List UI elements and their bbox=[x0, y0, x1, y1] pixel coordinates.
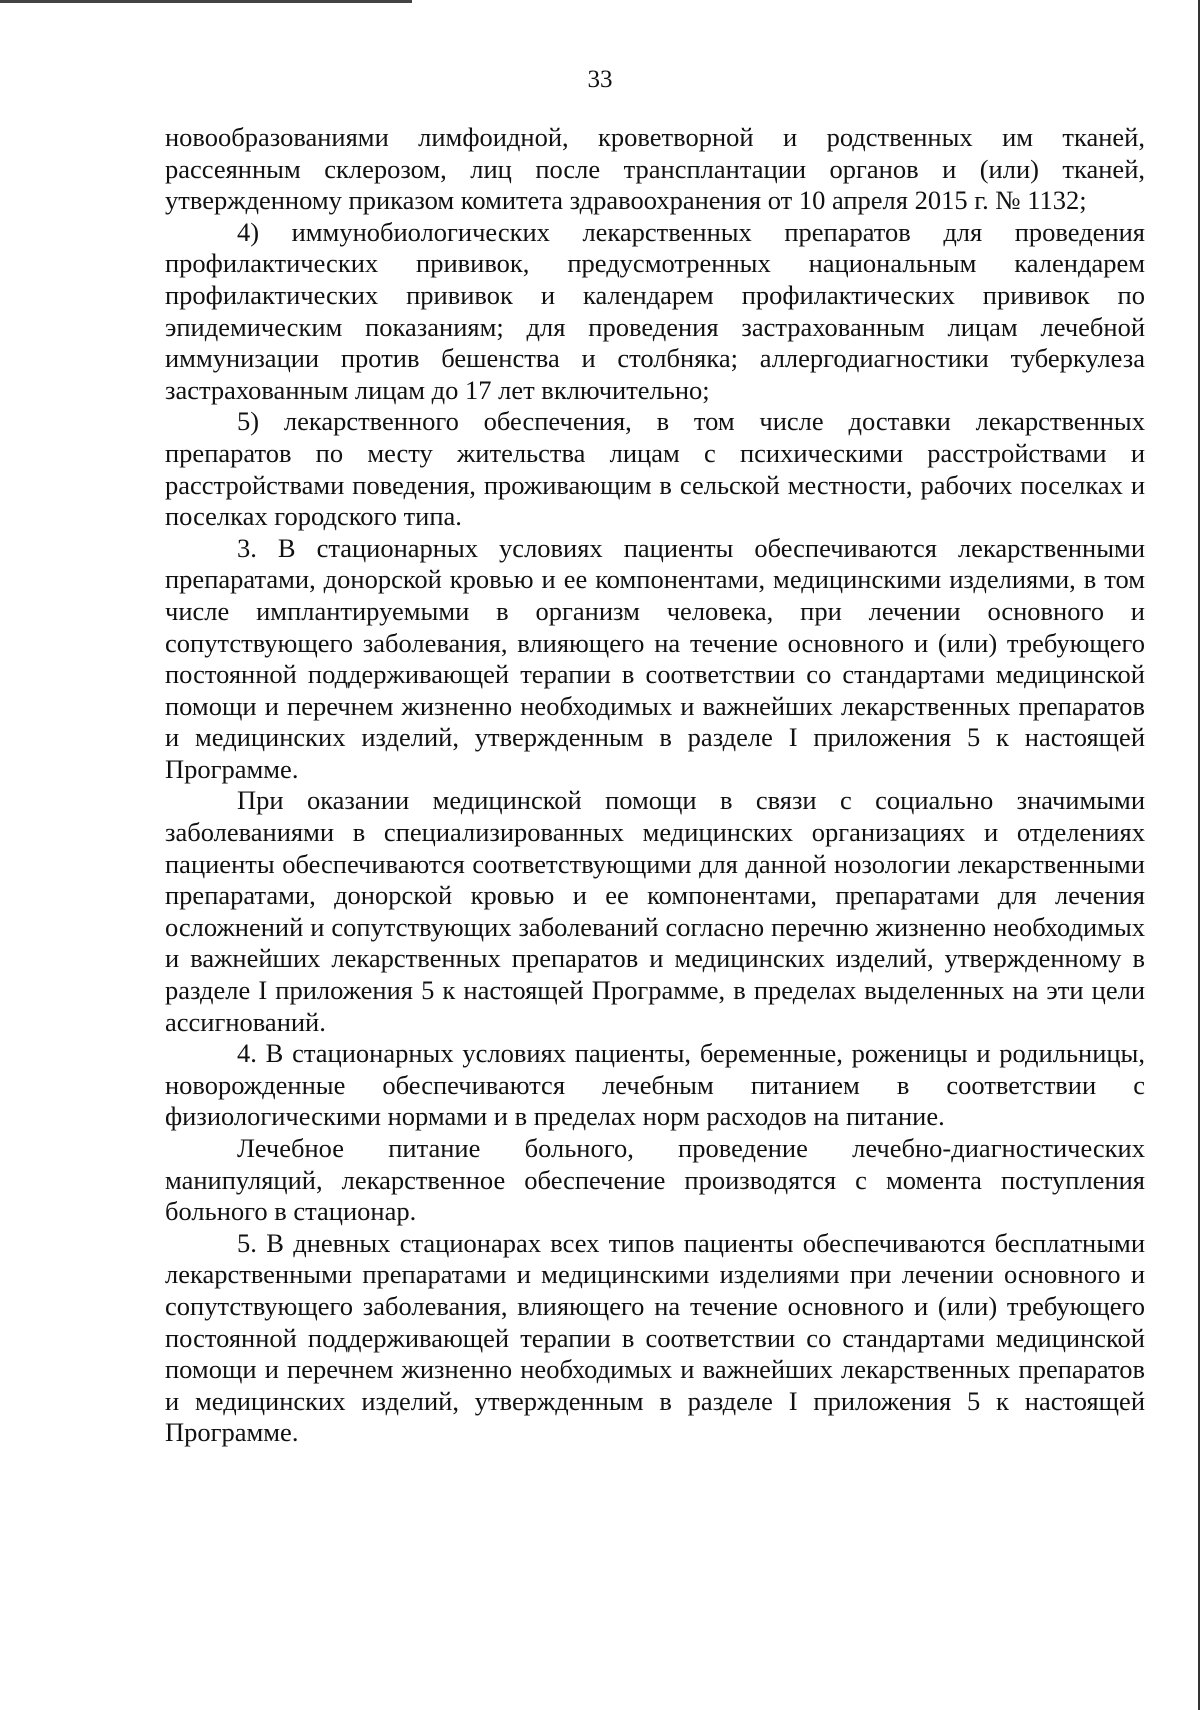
paragraph-section-5: 5. В дневных стационарах всех типов пациенты обеспечиваются бесплатными лекарственными препаратами и медицинскими изделиями при лечении основного и сопутствующего заболевания, влияющего на течение основного и (или) требующего постоянной поддерживающей терапии в соответствии со стандартами медицинской помощи и перечнем жизненно необходимых и важнейших лекарственных препаратов и медицинских изделий, утвержденным в разделе I приложения 5 к настоящей Программе. bbox=[165, 1227, 1145, 1448]
paragraph-item-4: 4) иммунобиологических лекарственных препаратов для проведения профилактических прививок, предусмотренных национальным календарем профилактических прививок и календарем профилактических прививок по эпидемическим показаниям; для проведения застрахованным лицам лечебной иммунизации против бешенства и столбняка; аллергодиагностики туберкулеза застрахованным лицам до 17 лет включительно; bbox=[165, 216, 1145, 405]
paragraph-social-diseases: При оказании медицинской помощи в связи с социально значимыми заболеваниями в специализированных медицинских организациях и отделениях пациенты обеспечиваются соответствующими для данной нозологии лекарственными препаратами, донорской кровью и ее компонентами, препаратами для лечения осложнений и сопутствующих заболеваний согласно перечню жизненно необходимых и важнейших лекарственных препаратов и медицинских изделий, утвержденному в разделе I приложения 5 к настоящей Программе, в пределах выделенных на эти цели ассигнований. bbox=[165, 785, 1145, 1037]
paragraph-section-3: 3. В стационарных условиях пациенты обеспечиваются лекарственными препаратами, донорской кровью и ее компонентами, медицинскими изделиями, в том числе имплантируемыми в организм человека, при лечении основного и сопутствующего заболевания, влияющего на течение основного и (или) требующего постоянной поддерживающей терапии в соответствии со стандартами медицинской помощи и перечнем жизненно необходимых и важнейших лекарственных препаратов и медицинских изделий, утвержденным в разделе I приложения 5 к настоящей Программе. bbox=[165, 532, 1145, 784]
scan-artifact-top-line bbox=[0, 0, 412, 3]
paragraph-continuation: новообразованиями лимфоидной, кроветворной и родственных им тканей, рассеянным склерозом, лиц после трансплантации органов и (или) тканей, утвержденному приказом комитета здравоохранения от 10 апреля 2015 г. № 1132; bbox=[165, 122, 1145, 216]
paragraph-section-4: 4. В стационарных условиях пациенты, беременные, роженицы и родильницы, новорожденные обеспечиваются лечебным питанием в соответствии с физиологическими нормами и в пределах норм расходов на питание. bbox=[165, 1038, 1145, 1132]
paragraph-therapeutic-nutrition: Лечебное питание больного, проведение лечебно-диагностических манипуляций, лекарственное обеспечение производятся с момента поступления больного в стационар. bbox=[165, 1133, 1145, 1227]
paragraph-item-5: 5) лекарственного обеспечения, в том числе доставки лекарственных препаратов по месту жительства лицам с психическими расстройствами и расстройствами поведения, проживающим в сельской местности, рабочих поселках и поселках городского типа. bbox=[165, 406, 1145, 532]
page-number: 33 bbox=[587, 66, 613, 93]
document-body bbox=[165, 122, 1145, 1449]
